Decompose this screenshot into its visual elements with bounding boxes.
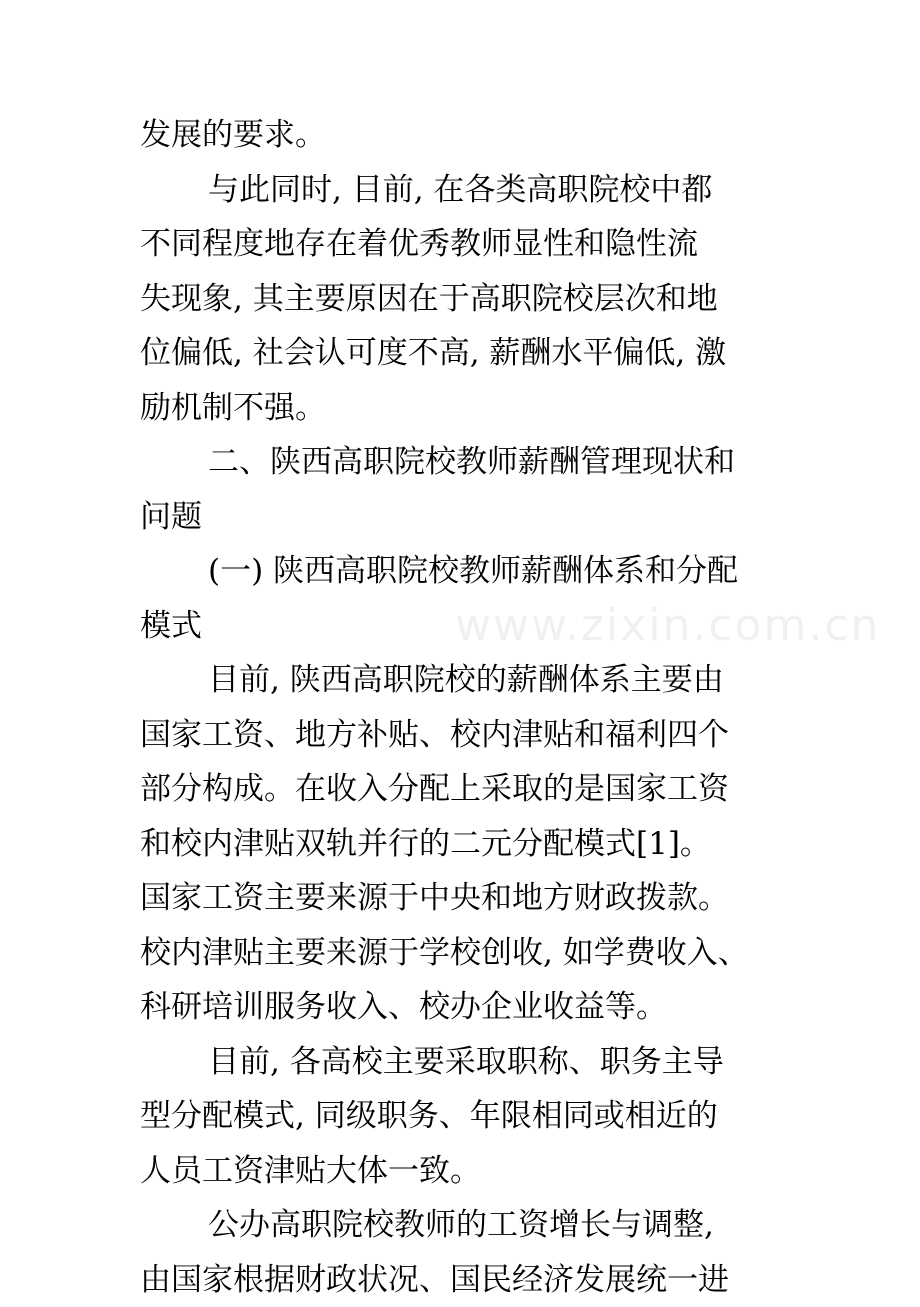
text-line: 不同程度地存在着优秀教师显性和隐性流 — [140, 217, 800, 272]
paragraph-start: 目前, 各高校主要采取职称、职务主导 — [140, 1035, 800, 1090]
subsection-heading-cont: 模式 — [140, 599, 800, 654]
text-line: 校内津贴主要来源于学校创收, 如学费收入、 — [140, 926, 800, 981]
paragraph-start: 公办高职院校教师的工资增长与调整, — [140, 1198, 800, 1253]
section-heading: 二、陕西高职院校教师薪酬管理现状和 — [140, 435, 800, 490]
text-line: 科研培训服务收入、校办企业收益等。 — [140, 980, 800, 1035]
document-body — [140, 108, 800, 1307]
text-line: 国家工资、地方补贴、校内津贴和福利四个 — [140, 708, 800, 763]
section-heading-cont: 问题 — [140, 490, 800, 545]
text-line: 位偏低, 社会认可度不高, 薪酬水平偏低, 激 — [140, 326, 800, 381]
text-line: 人员工资津贴大体一致。 — [140, 1144, 800, 1199]
text-line: 由国家根据财政状况、国民经济发展统一进 — [140, 1253, 800, 1307]
text-line: 部分构成。在收入分配上采取的是国家工资 — [140, 762, 800, 817]
text-line: 和校内津贴双轨并行的二元分配模式[1]。 — [140, 817, 800, 872]
paragraph-start: 目前, 陕西高职院校的薪酬体系主要由 — [140, 653, 800, 708]
text-line: 型分配模式, 同级职务、年限相同或相近的 — [140, 1089, 800, 1144]
subsection-heading: (一) 陕西高职院校教师薪酬体系和分配 — [140, 544, 800, 599]
watermark: www.zixin.com.cn — [455, 600, 715, 651]
text-line: 失现象, 其主要原因在于高职院校层次和地 — [140, 272, 800, 327]
paragraph-start: 与此同时, 目前, 在各类高职院校中都 — [140, 163, 800, 218]
text-line: 励机制不强。 — [140, 381, 800, 436]
text-line: 发展的要求。 — [140, 108, 800, 163]
text-line: 国家工资主要来源于中央和地方财政拨款。 — [140, 871, 800, 926]
